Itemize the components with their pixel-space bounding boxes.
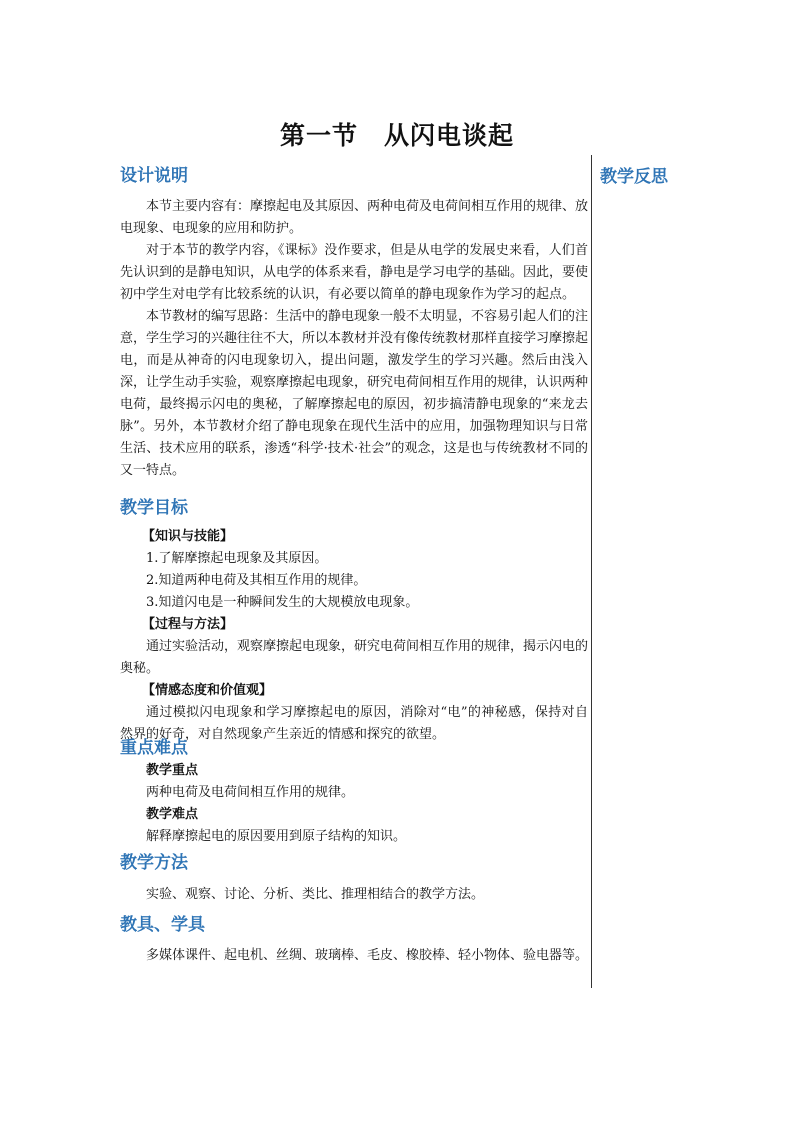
objectives-body [120, 526, 588, 746]
design-heading: 设计说明 [120, 166, 188, 186]
design-paragraph-3: 本节教材的编写思路：生活中的静电现象一般不太明显，不容易引起人们的注意，学生学习的兴趣往往不大，所以本教材并没有像传统教材那样直接学习摩擦起电，而是从神奇的闪电现象切入，提出问题，激发学生的学习兴趣。然后由浅入深，让学生动手实验，观察摩擦起电现象，研究电荷间相互作用的规律，认识两种电荷，最终揭示闪电的奥秘，了解摩擦起电的原因，初步搞清静电现象的“来龙去脉”。另外，本节教材介绍了静电现象在现代生活中的应用，加强物理知识与日常生活、技术应用的联系，渗透“科学·技术·社会”的观念，这是也与传统教材不同的又一特点。 [120, 309, 589, 478]
objectives-heading: 教学目标 [120, 498, 188, 518]
difficulty-text: 解释摩擦起电的原因要用到原子结构的知识。 [146, 829, 407, 844]
methods-body [120, 884, 588, 906]
emotion-text: 通过模拟闪电现象和学习摩擦起电的原因，消除对“电”的神秘感，保持对自然界的好奇，对自然现象产生亲近的情感和探究的欲望。 [120, 705, 588, 742]
tools-heading: 教具、学具 [120, 915, 205, 935]
design-body [120, 196, 588, 482]
knowledge-item-1: 1.了解摩擦起电现象及其原因。 [146, 551, 328, 566]
lesson-layout [116, 155, 676, 988]
design-paragraph-1: 本节主要内容有：摩擦起电及其原因、两种电荷及电荷间相互作用的规律、放电现象、电现象的应用和防护。 [120, 199, 589, 236]
knowledge-item-3: 3.知道闪电是一种瞬间发生的大规模放电现象。 [146, 595, 419, 610]
main-column [116, 155, 592, 988]
reflection-heading: 教学反思 [600, 167, 668, 187]
emotion-label: 【情感态度和价值观】 [142, 683, 273, 698]
focus-label: 教学重点 [146, 763, 199, 778]
page-title: 第一节 从闪电谈起 [279, 121, 514, 150]
tools-body [120, 945, 588, 967]
design-paragraph-2: 对于本节的教学内容，《课标》没作要求，但是从电学的发展史来看，人们首先认识到的是静电知识，从电学的体系来看，静电是学习电学的基础。因此，要使初中学生对电学有比较系统的认识，有必要以简单的静电现象作为学习的起点。 [120, 243, 589, 302]
focus-text: 两种电荷及电荷间相互作用的规律。 [146, 785, 355, 800]
difficulty-label: 教学难点 [146, 807, 199, 822]
key-points-body [120, 760, 588, 848]
process-label: 【过程与方法】 [142, 617, 234, 632]
tools-text: 多媒体课件、起电机、丝绸、玻璃棒、毛皮、橡胶棒、轻小物体、验电器等。 [146, 948, 589, 963]
process-text: 通过实验活动，观察摩擦起电现象，研究电荷间相互作用的规律，揭示闪电的奥秘。 [120, 639, 589, 676]
knowledge-item-2: 2.知道两种电荷及其相互作用的规律。 [146, 573, 367, 588]
methods-heading: 教学方法 [120, 853, 188, 873]
methods-text: 实验、观察、讨论、分析、类比、推理相结合的教学方法。 [146, 887, 485, 902]
knowledge-label: 【知识与技能】 [142, 529, 234, 544]
key-points-heading: 重点难点 [120, 738, 188, 758]
